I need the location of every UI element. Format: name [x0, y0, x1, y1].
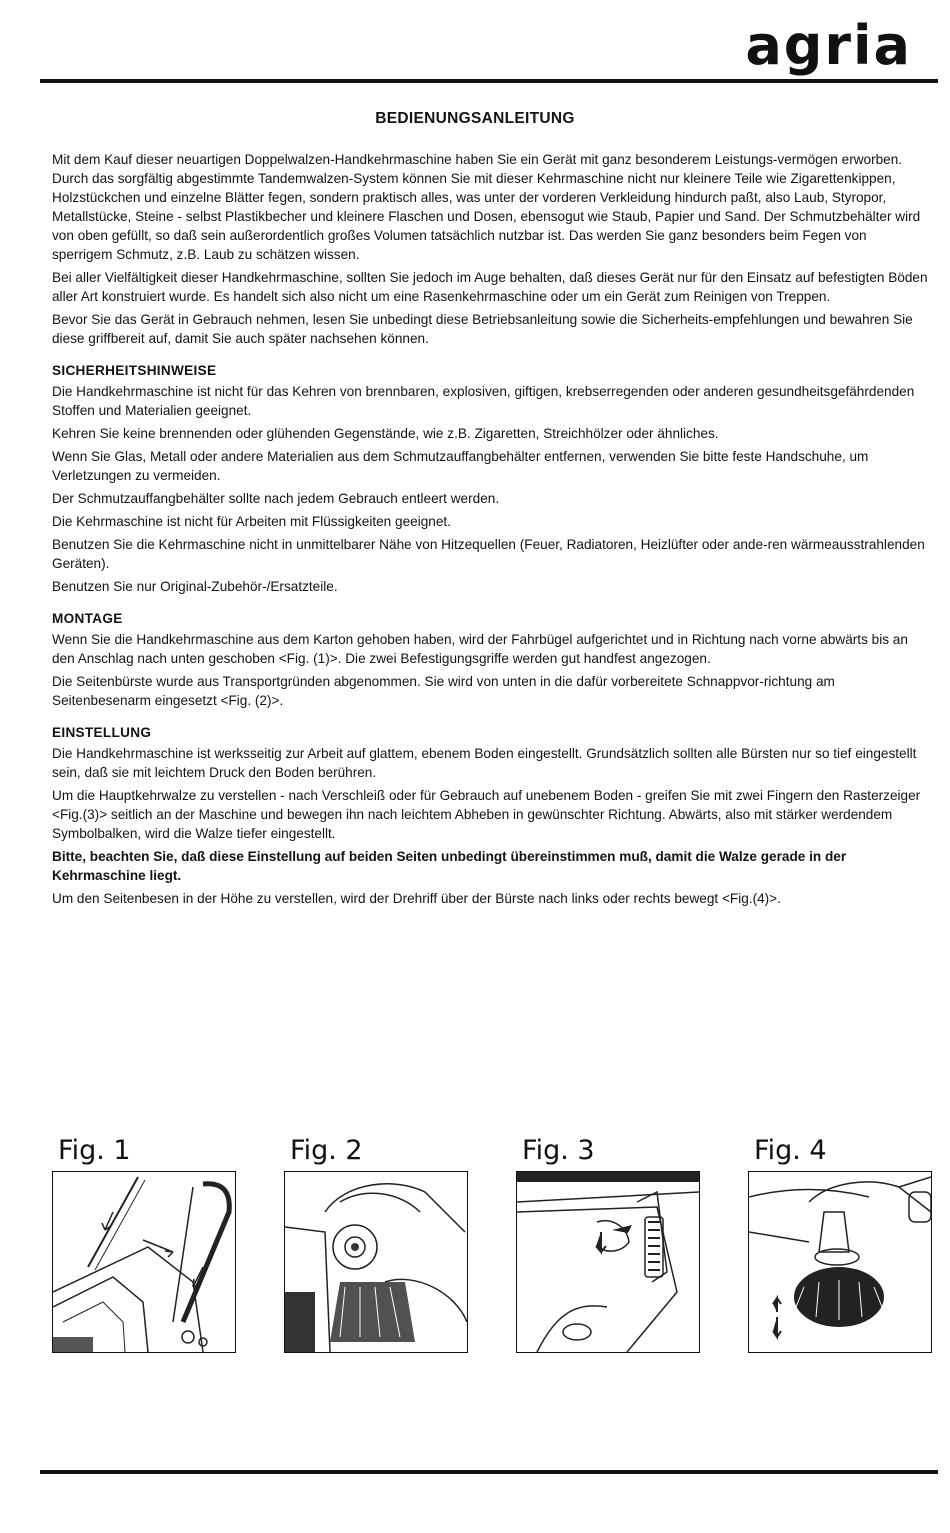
safety-paragraph: Die Handkehrmaschine ist nicht für das Kehren von brennbaren, explosiven, giftigen, krebserregenden oder anderen gesundheitsgefährdenden Stoffen und Materialien geeignet. [52, 384, 915, 418]
figure-illustration [284, 1171, 468, 1353]
figure-illustration [748, 1171, 932, 1353]
intro-paragraph: Bevor Sie das Gerät in Gebrauch nehmen, lesen Sie unbedingt diese Betriebsanleitung sowie die Sicherheits-empfehlungen und bewahren Sie diese griffbereit auf, damit Sie auch später nachsehen können. [52, 312, 913, 346]
section-heading-adjustment: EINSTELLUNG [52, 725, 152, 740]
page-title: BEDIENUNGSANLEITUNG [375, 110, 575, 127]
figure-label: Fig. 1 [58, 1135, 131, 1166]
adjustment-paragraph: Die Handkehrmaschine ist werksseitig zur Arbeit auf glattem, ebenem Boden eingestellt. Grundsätzlich sollten alle Bürsten nur so tief eingestellt sein, daß sie mit leichtem Druck den Boden berühren. [52, 746, 917, 780]
assembly-paragraph: Wenn Sie die Handkehrmaschine aus dem Karton gehoben haben, wird der Fahrbügel aufgerichtet und in Richtung nach vorne abwärts bis an den Anschlag nach unten geschoben <Fig. (1)>. Die zwei Befestigungsgriffe werden gut handfest angezogen. [52, 632, 908, 666]
adjustment-paragraph: Um den Seitenbesen in der Höhe zu verstellen, wird der Drehriff über der Bürste nach links oder rechts bewegt <Fig.(4)>. [52, 891, 781, 906]
figure-1 [52, 1135, 236, 1353]
section-heading-assembly: MONTAGE [52, 611, 123, 626]
brand-logo: agria [745, 14, 912, 77]
intro-paragraph: Bei aller Vielfältigkeit dieser Handkehrmaschine, sollten Sie jedoch im Auge behalten, daß dieses Gerät nur für den Einsatz auf befestigten Böden aller Art konstruiert wurde. Es handelt sich also nicht um eine Rasenkehrmaschine oder um ein Gerät zum Reinigen von Treppen. [52, 270, 928, 304]
figure-3 [516, 1135, 700, 1353]
figure-label: Fig. 2 [290, 1135, 363, 1166]
assembly-paragraph: Die Seitenbürste wurde aus Transportgründen abgenommen. Sie wird von unten in die dafür vorbereitete Schnappvor-richtung am Seitenbesenarm eingesetzt <Fig. (2)>. [52, 674, 835, 708]
header-rule [40, 79, 938, 83]
safety-paragraph: Benutzen Sie nur Original-Zubehör-/Ersatzteile. [52, 579, 338, 594]
roller-adjuster-icon [517, 1172, 699, 1352]
safety-paragraph: Kehren Sie keine brennenden oder glühenden Gegenstände, wie z.B. Zigaretten, Streichhölzer oder ähnliches. [52, 426, 719, 441]
figure-illustration [516, 1171, 700, 1353]
figure-4 [748, 1135, 932, 1353]
figure-2 [284, 1135, 468, 1353]
side-brush-mount-icon [285, 1172, 467, 1352]
figure-illustration [52, 1171, 236, 1353]
footer-rule [40, 1470, 938, 1474]
figure-label: Fig. 4 [754, 1135, 827, 1166]
sweeper-handle-icon [53, 1172, 235, 1352]
adjustment-warning: Bitte, beachten Sie, daß diese Einstellung auf beiden Seiten unbedingt übereinstimmen muß, damit die Walze gerade in der Kehrmaschine liegt. [52, 849, 847, 883]
section-heading-safety: SICHERHEITSHINWEISE [52, 363, 217, 378]
side-brush-height-icon [749, 1172, 931, 1352]
safety-paragraph: Der Schmutzauffangbehälter sollte nach jedem Gebrauch entleert werden. [52, 491, 500, 506]
document-body [52, 150, 930, 912]
figure-label: Fig. 3 [522, 1135, 595, 1166]
adjustment-paragraph: Um die Hauptkehrwalze zu verstellen - nach Verschleiß oder für Gebrauch auf unebenem Boden - greifen Sie mit zwei Fingern den Rasterzeiger <Fig.(3)> seitlich an der Maschine und bewegen ihn nach leichtem Abheben in gewünschter Richtung. Abwärts, also mit stärker werdendem Symbolbalken, wird die Walze tiefer eingestellt. [52, 788, 921, 841]
safety-paragraph: Die Kehrmaschine ist nicht für Arbeiten mit Flüssigkeiten geeignet. [52, 514, 451, 529]
safety-paragraph: Wenn Sie Glas, Metall oder andere Materialien aus dem Schmutzauffangbehälter entfernen, verwenden Sie bitte feste Handschuhe, um Verletzungen zu vermeiden. [52, 449, 869, 483]
safety-paragraph: Benutzen Sie die Kehrmaschine nicht in unmittelbarer Nähe von Hitzequellen (Feuer, Radiatoren, Heizlüfter oder ande-ren wärmeausstrahlenden Geräten). [52, 537, 925, 571]
intro-paragraph: Mit dem Kauf dieser neuartigen Doppelwalzen-Handkehrmaschine haben Sie ein Gerät mit ganz besonderem Leistungs-vermögen erworben. Durch das sorgfältig abgestimmte Tandemwalzen-System können Sie mit dieser Kehrmaschine nicht nur kleinere Teile wie Zigarettenkippen, Holzstückchen und einzelne Blätter fegen, sondern praktisch alles, was unter der vorderen Verkleidung hindurch paßt, also Laub, Styropor, Metallstücke, Steine - selbst Plastikbecher und kleinere Flaschen und Dosen, ebensogut wie Staub, Papier und Sand. Der Schmutzbehälter wird von oben gefüllt, so daß sein außerordentlich großes Volumen tatsächlich nutzbar ist. Das werden Sie ganz besonders beim Fegen von sperrigem Schmutz, z.B. Laub zu schätzen wissen. [52, 152, 921, 262]
